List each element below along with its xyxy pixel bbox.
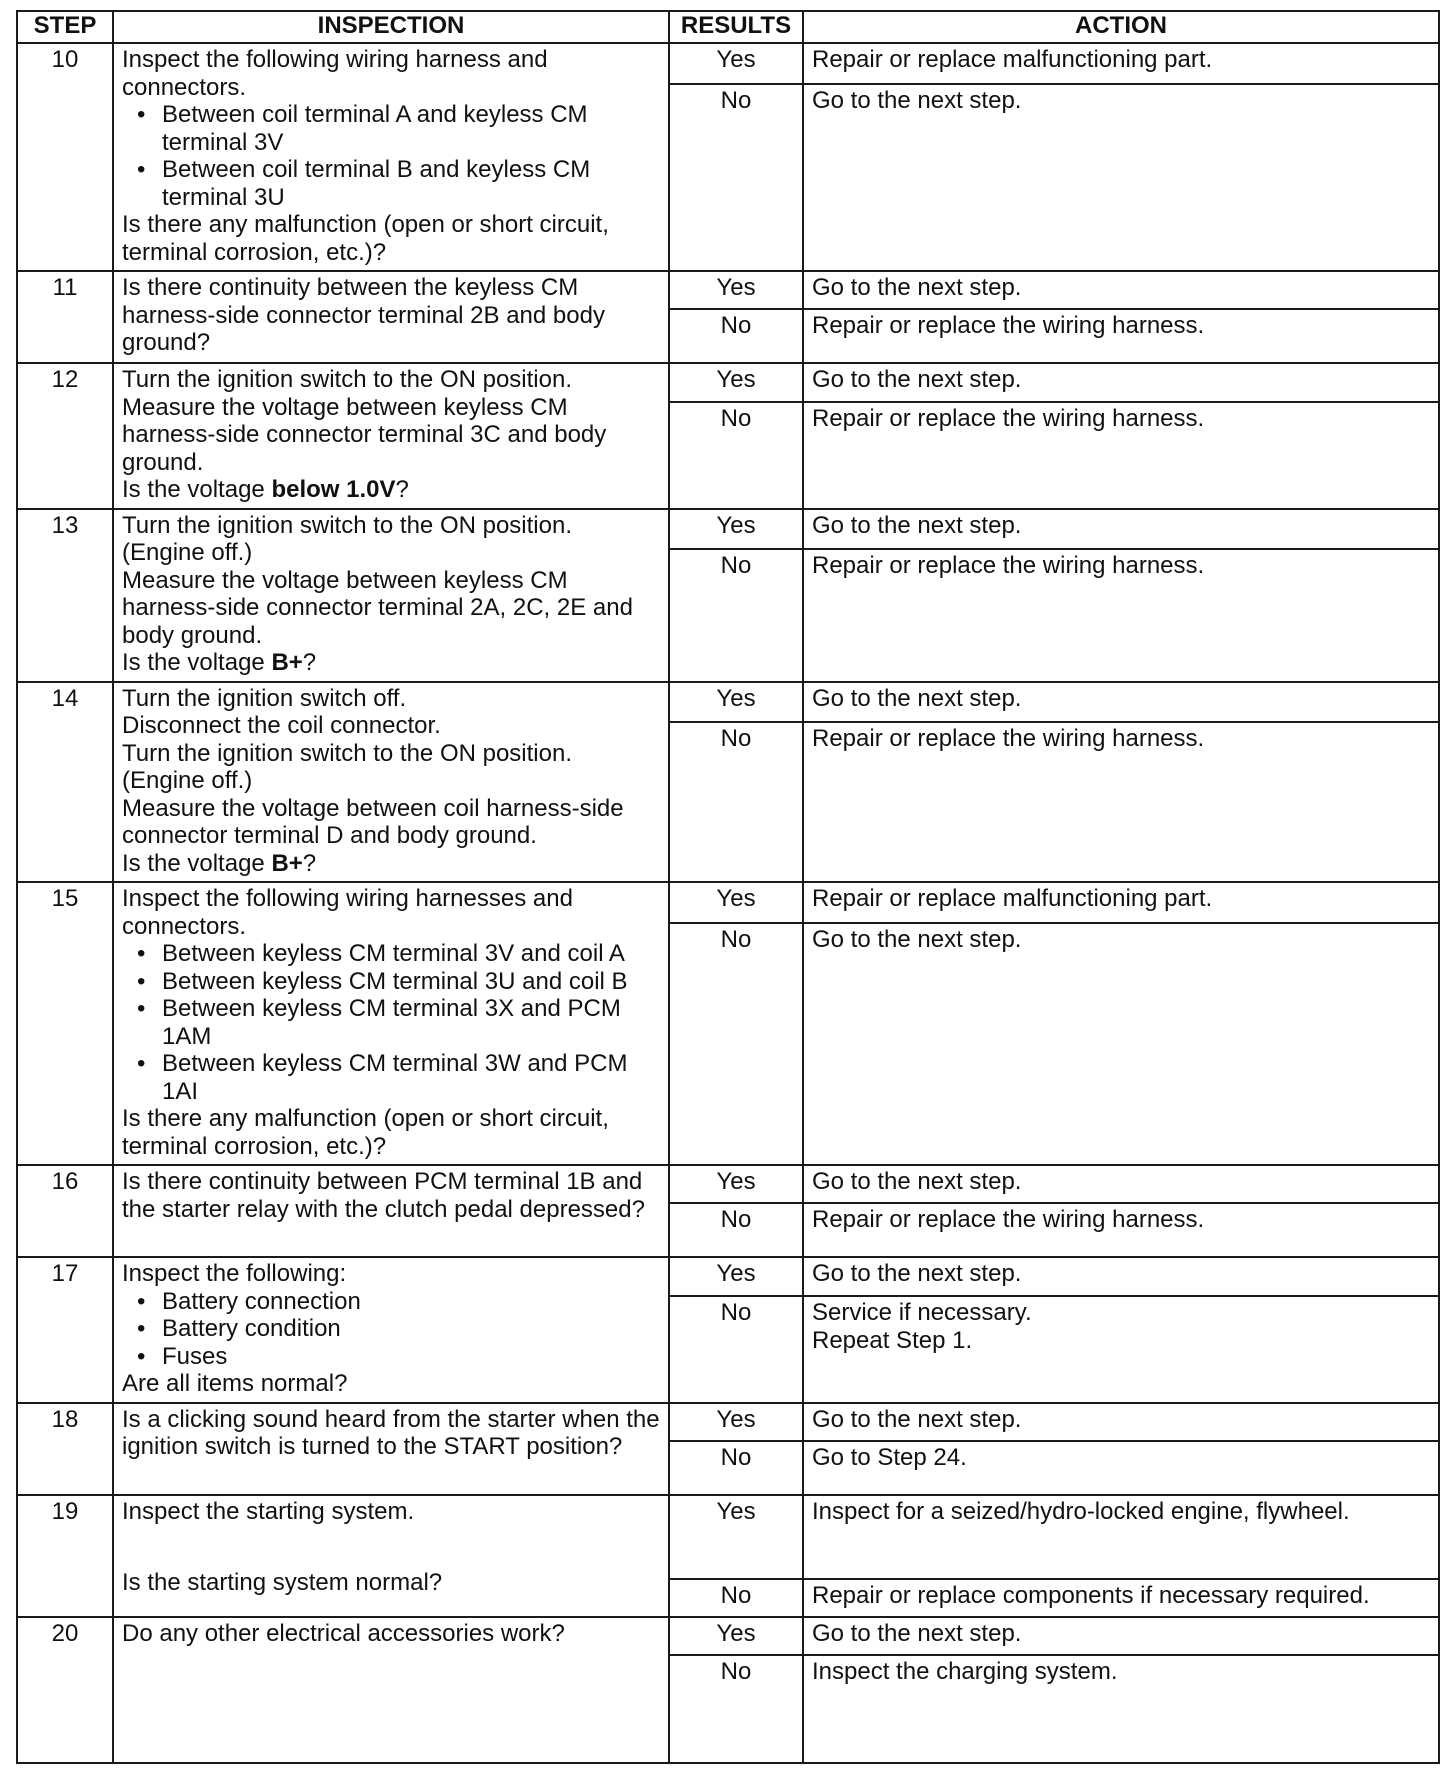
inspection-text: Disconnect the coil connector. <box>122 712 441 739</box>
step-row-yes <box>17 509 1439 549</box>
result-no: No <box>669 1203 803 1257</box>
action-no <box>803 84 1439 271</box>
action-yes <box>803 363 1439 402</box>
action-no <box>803 309 1439 363</box>
inspection-text: Inspect the starting system. <box>122 1497 415 1525</box>
step-row-yes <box>17 682 1439 723</box>
action-yes <box>803 43 1439 84</box>
inspection-line <box>122 1260 660 1288</box>
action-yes <box>803 1617 1439 1655</box>
inspection-emphasis: B+ <box>271 649 303 676</box>
inspection-line <box>122 567 660 650</box>
inspection-text: Fuses <box>162 1342 228 1370</box>
step-row-yes <box>17 363 1439 402</box>
inspection-line <box>122 1370 660 1398</box>
action-text: Repair or replace the wiring harness. <box>812 405 1205 433</box>
action-no <box>803 1296 1439 1402</box>
action-no <box>803 549 1439 682</box>
inspection-text: Is there any malfunction (open or short circuit, terminal corrosion, etc.)? <box>122 1105 609 1160</box>
inspection-suffix: ? <box>302 849 317 877</box>
header-row <box>17 11 1439 43</box>
result-yes: Yes <box>669 1165 803 1203</box>
inspection-line <box>122 394 660 477</box>
action-text: Go to Step 24. <box>812 1443 967 1471</box>
inspection-text: Is the starting system normal? <box>122 1569 443 1596</box>
action-text: Go to the next step. <box>812 926 1022 954</box>
inspection-line <box>122 539 660 567</box>
troubleshooting-table <box>16 10 1440 1764</box>
inspection-line <box>122 649 660 677</box>
step-row-yes <box>17 271 1439 309</box>
spacer <box>122 1525 660 1569</box>
action-no <box>803 1655 1439 1763</box>
inspection-text: Between keyless CM terminal 3U and coil B <box>162 967 628 995</box>
inspection-line <box>122 211 660 266</box>
step-row-yes <box>17 1257 1439 1296</box>
action-no <box>803 923 1439 1165</box>
result-yes: Yes <box>669 363 803 402</box>
inspection-line <box>122 46 660 101</box>
result-yes: Yes <box>669 1617 803 1655</box>
action-text: Go to the next step. <box>812 366 1022 393</box>
inspection-line <box>122 885 660 940</box>
action-text: Repeat Step 1. <box>812 1326 973 1354</box>
inspection-line <box>122 1569 660 1597</box>
inspection-line <box>122 1168 660 1223</box>
result-yes: Yes <box>669 882 803 923</box>
step-inspection <box>113 509 669 682</box>
inspection-emphasis: B+ <box>271 849 303 877</box>
inspection-text: Turn the ignition switch to the ON position. <box>122 511 572 539</box>
step-row-yes <box>17 43 1439 84</box>
inspection-bullet <box>122 968 660 996</box>
action-no <box>803 1579 1439 1617</box>
inspection-line <box>122 1620 660 1648</box>
inspection-text: Between keyless CM terminal 3W and PCM 1AI <box>162 1050 628 1105</box>
step-number: 16 <box>17 1165 113 1257</box>
result-no: No <box>669 402 803 508</box>
step-number: 18 <box>17 1403 113 1495</box>
header-action: ACTION <box>803 11 1439 43</box>
action-text: Go to the next step. <box>812 511 1022 539</box>
step-number: 20 <box>17 1617 113 1763</box>
inspection-bullet <box>122 1315 660 1343</box>
action-no <box>803 1441 1439 1495</box>
step-inspection <box>113 271 669 363</box>
action-text: Inspect the charging system. <box>812 1657 1118 1685</box>
inspection-bullet <box>122 101 660 156</box>
header-inspection: INSPECTION <box>113 11 669 43</box>
inspection-text: Between coil terminal B and keyless CM terminal 3U <box>162 156 591 211</box>
action-text: Repair or replace the wiring harness. <box>812 1206 1205 1233</box>
inspection-text: Is there continuity between the keyless CM harness-side connector terminal 2B and body ground? <box>122 274 605 356</box>
result-no: No <box>669 84 803 271</box>
inspection-text: Inspect the following wiring harness and connectors. <box>122 46 548 101</box>
action-no <box>803 722 1439 882</box>
action-yes <box>803 1257 1439 1296</box>
inspection-text: Inspect the following wiring harnesses and connectors. <box>122 885 573 940</box>
inspection-text: Do any other electrical accessories work? <box>122 1619 565 1647</box>
inspection-text: Battery condition <box>162 1315 341 1342</box>
step-inspection <box>113 882 669 1165</box>
result-yes: Yes <box>669 509 803 549</box>
action-no <box>803 1203 1439 1257</box>
step-row-yes <box>17 1165 1439 1203</box>
step-row-yes <box>17 882 1439 923</box>
inspection-text: Measure the voltage between coil harness-side connector terminal D and body ground. <box>122 794 624 849</box>
inspection-line <box>122 740 660 768</box>
result-no: No <box>669 923 803 1165</box>
step-inspection <box>113 1617 669 1763</box>
action-yes <box>803 271 1439 309</box>
action-text: Go to the next step. <box>812 1260 1022 1287</box>
action-yes <box>803 682 1439 723</box>
inspection-text: Measure the voltage between keyless CM harness-side connector terminal 3C and body ground. <box>122 393 607 476</box>
inspection-line <box>122 476 660 504</box>
action-text: Go to the next step. <box>812 1168 1022 1195</box>
inspection-text: (Engine off.) <box>122 539 253 566</box>
step-row-yes <box>17 1403 1439 1441</box>
inspection-bullet <box>122 1288 660 1316</box>
inspection-text: Turn the ignition switch to the ON position. <box>122 739 572 767</box>
result-yes: Yes <box>669 271 803 309</box>
inspection-text: Is a clicking sound heard from the starter when the ignition switch is turned to the START position? <box>122 1405 660 1460</box>
inspection-line <box>122 795 660 850</box>
inspection-text: Are all items normal? <box>122 1370 348 1397</box>
action-text: Repair or replace malfunctioning part. <box>812 46 1213 73</box>
inspection-text: Is there any malfunction (open or short circuit, terminal corrosion, etc.)? <box>122 211 609 266</box>
action-text: Repair or replace the wiring harness. <box>812 725 1205 753</box>
action-text: Repair or replace components if necessary required. <box>812 1581 1370 1609</box>
step-number: 15 <box>17 882 113 1165</box>
header-results: RESULTS <box>669 11 803 43</box>
result-yes: Yes <box>669 1403 803 1441</box>
inspection-line <box>122 767 660 795</box>
inspection-text: Is the voltage <box>122 476 272 503</box>
inspection-text: (Engine off.) <box>122 767 253 794</box>
inspection-text: Battery connection <box>162 1287 361 1315</box>
inspection-text: Is the voltage <box>122 649 272 676</box>
inspection-suffix: ? <box>395 476 409 503</box>
step-number: 10 <box>17 43 113 271</box>
inspection-text: Is the voltage <box>122 849 272 877</box>
action-text: Go to the next step. <box>812 86 1022 114</box>
step-number: 14 <box>17 682 113 883</box>
step-row-yes <box>17 1495 1439 1579</box>
inspection-line <box>122 685 660 713</box>
inspection-text: Turn the ignition switch off. <box>122 684 407 712</box>
inspection-text: Between keyless CM terminal 3V and coil A <box>162 940 625 967</box>
inspection-line <box>122 1105 660 1160</box>
action-text: Go to the next step. <box>812 274 1022 301</box>
action-text: Go to the next step. <box>812 1405 1022 1433</box>
inspection-line <box>122 512 660 540</box>
step-inspection <box>113 1495 669 1617</box>
inspection-suffix: ? <box>302 649 317 676</box>
step-inspection <box>113 363 669 509</box>
result-no: No <box>669 1655 803 1763</box>
inspection-text: Is there continuity between PCM terminal 1B and the starter relay with the clutch pedal depressed? <box>122 1168 645 1223</box>
step-inspection <box>113 1403 669 1495</box>
action-yes <box>803 882 1439 923</box>
result-no: No <box>669 1579 803 1617</box>
result-no: No <box>669 309 803 363</box>
result-no: No <box>669 1441 803 1495</box>
step-row-yes <box>17 1617 1439 1655</box>
action-text: Service if necessary. <box>812 1299 1032 1327</box>
inspection-line <box>122 712 660 740</box>
action-text: Go to the next step. <box>812 684 1022 712</box>
step-inspection <box>113 682 669 883</box>
inspection-text: Turn the ignition switch to the ON position. <box>122 366 572 393</box>
step-number: 11 <box>17 271 113 363</box>
inspection-bullet <box>122 940 660 968</box>
step-inspection <box>113 43 669 271</box>
header-step: STEP <box>17 11 113 43</box>
action-text: Repair or replace the wiring harness. <box>812 551 1205 579</box>
result-yes: Yes <box>669 682 803 723</box>
step-inspection <box>113 1165 669 1257</box>
step-inspection <box>113 1257 669 1403</box>
result-yes: Yes <box>669 1495 803 1579</box>
inspection-bullet <box>122 1343 660 1371</box>
inspection-line <box>122 1498 660 1526</box>
inspection-bullet <box>122 1050 660 1105</box>
step-number: 19 <box>17 1495 113 1617</box>
action-yes <box>803 509 1439 549</box>
result-yes: Yes <box>669 43 803 84</box>
step-number: 17 <box>17 1257 113 1403</box>
result-no: No <box>669 722 803 882</box>
action-yes <box>803 1403 1439 1441</box>
inspection-bullet <box>122 995 660 1050</box>
step-number: 12 <box>17 363 113 509</box>
inspection-emphasis: below 1.0V <box>271 476 396 503</box>
result-no: No <box>669 549 803 682</box>
result-no: No <box>669 1296 803 1402</box>
inspection-bullet <box>122 156 660 211</box>
inspection-text: Between keyless CM terminal 3X and PCM 1AM <box>162 995 621 1050</box>
inspection-text: Inspect the following: <box>122 1260 347 1287</box>
result-yes: Yes <box>669 1257 803 1296</box>
inspection-text: Measure the voltage between keyless CM harness-side connector terminal 2A, 2C, 2E and body ground. <box>122 566 633 649</box>
table-body <box>17 43 1439 1763</box>
action-yes <box>803 1495 1439 1579</box>
inspection-line <box>122 274 660 357</box>
action-no <box>803 402 1439 508</box>
inspection-line <box>122 1406 660 1461</box>
action-text: Repair or replace malfunctioning part. <box>812 885 1213 912</box>
inspection-text: Between coil terminal A and keyless CM terminal 3V <box>162 101 588 156</box>
action-yes <box>803 1165 1439 1203</box>
action-text: Repair or replace the wiring harness. <box>812 312 1205 339</box>
inspection-line <box>122 366 660 394</box>
inspection-line <box>122 850 660 878</box>
step-number: 13 <box>17 509 113 682</box>
action-text: Go to the next step. <box>812 1619 1022 1647</box>
action-text: Inspect for a seized/hydro-locked engine, flywheel. <box>812 1497 1350 1525</box>
